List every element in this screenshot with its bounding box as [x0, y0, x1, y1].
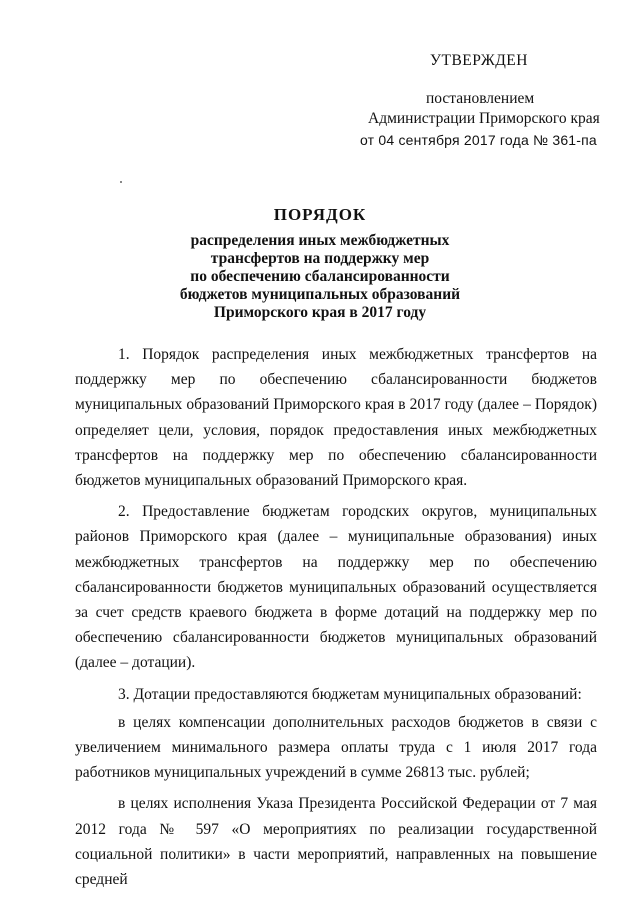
subtitle-line: Приморского края в 2017 году [213, 304, 427, 321]
document-title: ПОРЯДОК [273, 205, 367, 224]
document-subtitle [0, 232, 640, 322]
approval-line-date-number: от 04 сентября 2017 года № 361-па [360, 132, 597, 148]
paragraph-2: 2. Предоставление бюджетам городских округов, муниципальных районов Приморского края (далее – муниципальные образования) иных межбюджетных трансфертов на поддержку мер по обеспечению сбалансированности бюджетов муниципальных образований осуществляется за счет средств краевого бюджета в форме дотаций на поддержку мер по обеспечению сбалансированности бюджетов муниципальных образований (далее – дотации). [75, 503, 597, 672]
approval-line-resolution: постановлением [426, 90, 535, 107]
paragraph-3-item-1: в целях компенсации дополнительных расходов бюджетов в связи с увеличением минимального размера оплаты труда с 1 июля 2017 года работников муниципальных учреждений в сумме 26813 тыс. рублей; [75, 713, 597, 782]
subtitle-line: бюджетов муниципальных образований [179, 286, 461, 303]
paragraph-1: 1. Порядок распределения иных межбюджетных трансфертов на поддержку мер по обеспечению сбалансированности бюджетов муниципальных образований Приморского края в 2017 году (далее – Порядок) определяет цели, условия, порядок предоставления иных межбюджетных трансфертов на поддержку мер по обеспечению сбалансированности бюджетов муниципальных образований Приморского края. [75, 346, 597, 490]
paragraph-3: 3. Дотации предоставляются бюджетам муниципальных образований: [118, 685, 582, 703]
approval-heading: УТВЕРЖДЕН [430, 52, 528, 69]
approval-line-administration: Администрации Приморского края [368, 110, 600, 127]
document-body [75, 342, 597, 898]
subtitle-line: по обеспечению сбалансированности [190, 268, 450, 285]
scan-speck [120, 181, 122, 183]
subtitle-line: трансфертов на поддержку мер [210, 250, 430, 267]
subtitle-line: распределения иных межбюджетных [190, 232, 450, 249]
paragraph-3-item-2: в целях исполнения Указа Президента Российской Федерации от 7 мая 2012 года № 597 «О мероприятиях по реализации государственной социальной политики» в части мероприятий, направленных на повышение средней [75, 795, 597, 889]
